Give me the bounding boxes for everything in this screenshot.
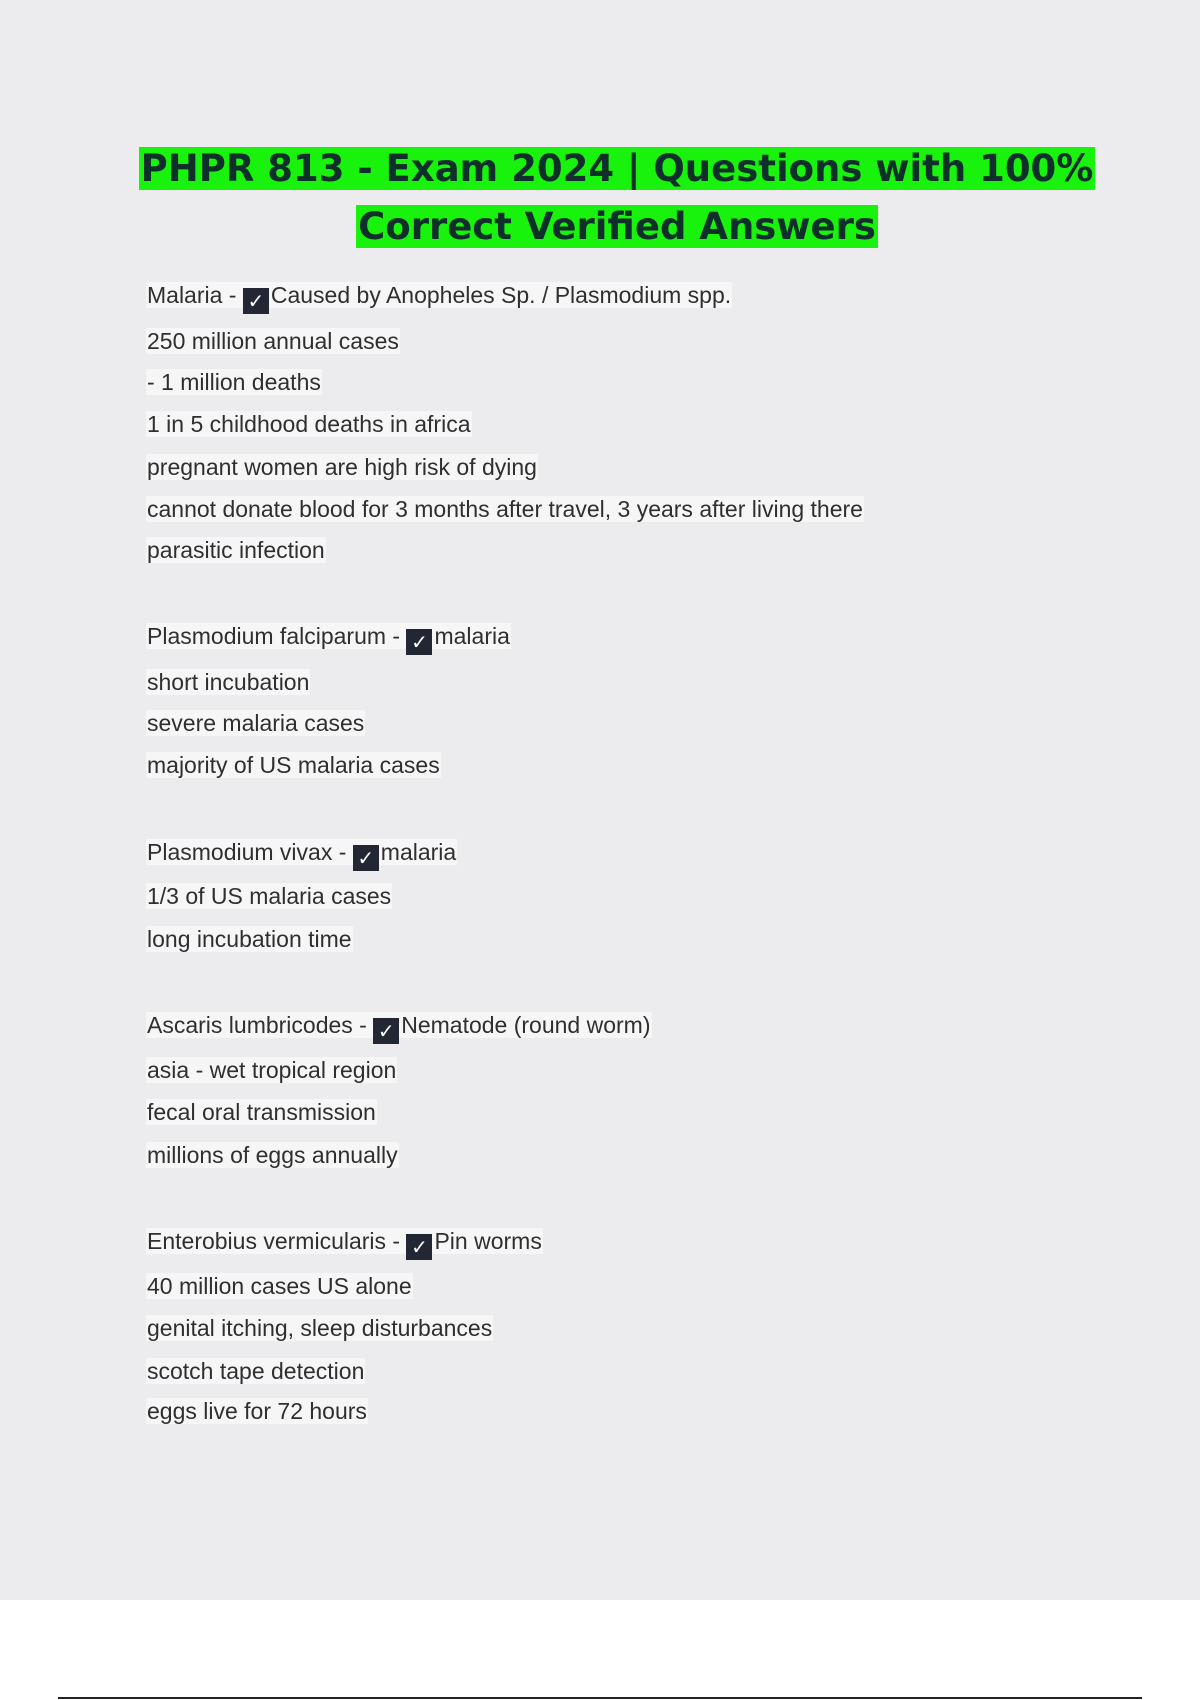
checkmark-icon: ✓: [406, 629, 432, 655]
checkmark-icon: ✓: [353, 845, 379, 871]
footer-divider: [58, 1697, 1142, 1699]
detail-line: 40 million cases US alone: [147, 1273, 412, 1299]
detail-line: asia - wet tropical region: [147, 1057, 397, 1083]
question-term: Ascaris lumbricodes -: [147, 1012, 374, 1038]
question-line: [146, 837, 457, 871]
question-line: [146, 621, 511, 655]
checkmark-icon: ✓: [373, 1018, 399, 1044]
question-term: Plasmodium falciparum -: [147, 623, 407, 649]
answer-text: Nematode (round worm): [401, 1012, 651, 1038]
detail-line: genital itching, sleep disturbances: [147, 1315, 493, 1341]
checkmark-icon: ✓: [243, 288, 269, 314]
detail-line: pregnant women are high risk of dying: [147, 454, 537, 480]
detail-line: eggs live for 72 hours: [147, 1398, 367, 1424]
detail-line: fecal oral transmission: [147, 1099, 376, 1125]
checkmark-icon: ✓: [406, 1234, 432, 1260]
detail-line: long incubation time: [147, 926, 352, 952]
detail-line: - 1 million deaths: [147, 369, 321, 395]
document-title: [0, 140, 1200, 256]
answer-text: Caused by Anopheles Sp. / Plasmodium spp.: [270, 282, 732, 308]
detail-line: 1/3 of US malaria cases: [147, 883, 392, 909]
detail-line: millions of eggs annually: [147, 1142, 398, 1168]
answer-text: malaria: [380, 839, 457, 865]
title-line-2: Correct Verified Answers: [358, 205, 876, 248]
detail-line: 1 in 5 childhood deaths in africa: [147, 411, 471, 437]
detail-line: cannot donate blood for 3 months after travel, 3 years after living there: [147, 496, 863, 522]
title-line-1: PHPR 813 - Exam 2024 | Questions with 100%: [140, 147, 1094, 190]
question-term: Enterobius vermicularis -: [147, 1228, 407, 1254]
answer-text: Pin worms: [434, 1228, 542, 1254]
question-term: Malaria -: [147, 282, 243, 308]
question-line: [146, 1226, 543, 1260]
question-line: [146, 280, 732, 314]
detail-line: short incubation: [147, 669, 310, 695]
answer-text: malaria: [434, 623, 510, 649]
detail-line: severe malaria cases: [147, 710, 365, 736]
detail-line: majority of US malaria cases: [147, 752, 440, 778]
question-line: [146, 1010, 652, 1044]
detail-line: parasitic infection: [147, 537, 325, 563]
detail-line: scotch tape detection: [147, 1358, 365, 1384]
question-term: Plasmodium vivax -: [147, 839, 353, 865]
detail-line: 250 million annual cases: [147, 328, 399, 354]
